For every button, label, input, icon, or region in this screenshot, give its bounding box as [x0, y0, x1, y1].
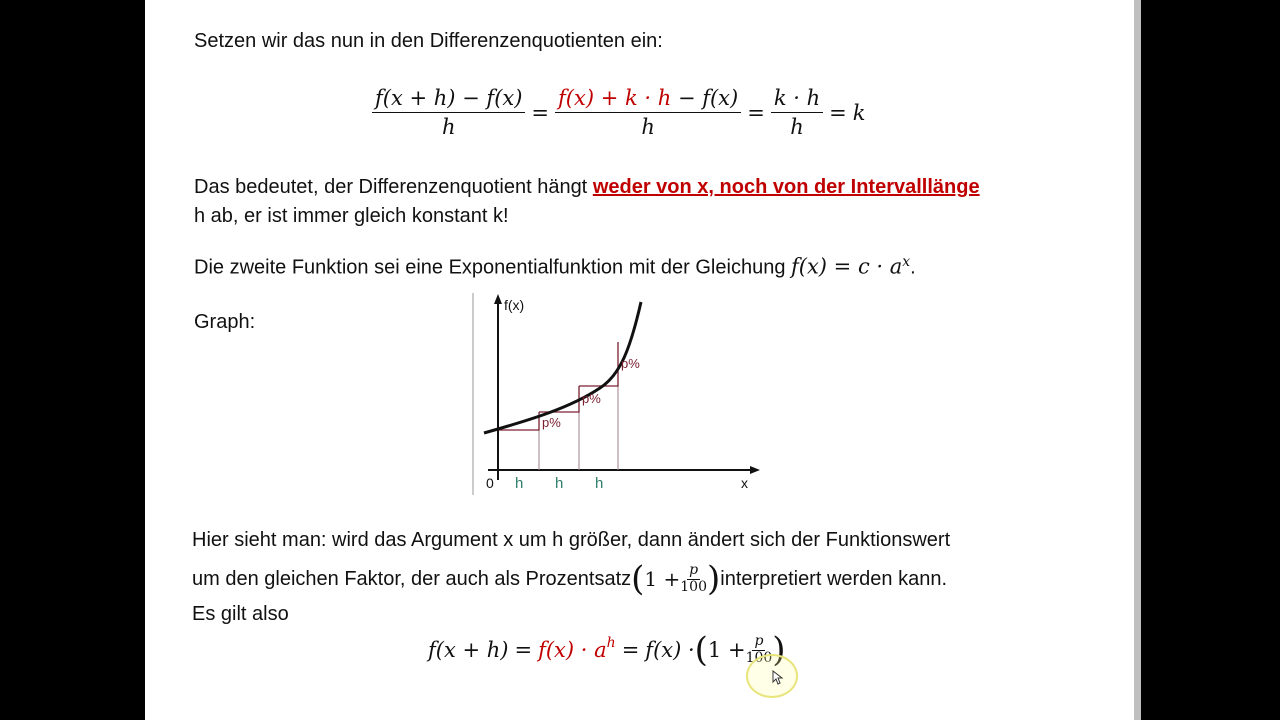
x-axis-arrow [750, 466, 760, 474]
fraction-1 [372, 86, 525, 139]
paren-close: ) [706, 559, 721, 599]
exponential-curve [484, 302, 641, 433]
paragraph-3-line-1: Hier sieht man: wird das Argument x um h größer, dann ändert sich der Funktionswert [192, 529, 951, 551]
equation-2-rhs: f(x) · [645, 638, 695, 662]
equation-2-red-exponent: h [606, 635, 616, 651]
exponential-formula-exponent: x [902, 254, 911, 270]
paren-open: ( [694, 630, 708, 670]
highlighted-phrase: weder von x, noch von der Intervalllänge [592, 176, 980, 198]
paragraph-2 [194, 249, 916, 281]
paragraph-3-line-2 [192, 559, 948, 599]
percent-fraction-numerator: p [689, 562, 699, 578]
fraction-2-numerator-rest: − f(x) [671, 86, 739, 110]
graph-label: Graph: [194, 311, 256, 333]
paragraph-3-end: interpretiert werden kann. [720, 568, 948, 590]
equation-2-lhs: f(x + h) [428, 638, 509, 662]
paren-open: ( [631, 559, 645, 599]
equals-sign: = [531, 100, 550, 125]
percent-label: p% [542, 415, 561, 430]
one-plus: 1 + [707, 638, 746, 662]
percent-fraction-denominator: 100 [745, 650, 773, 666]
fraction-3-denominator: h [790, 115, 804, 139]
percent-fraction-numerator: p [754, 633, 764, 649]
fraction-3 [771, 86, 823, 139]
h-label: h [555, 475, 564, 492]
exponential-graph [470, 290, 770, 500]
paragraph-3-line-3: Es gilt also [192, 603, 289, 625]
equals-sign: = [829, 100, 847, 125]
origin-label: 0 [486, 475, 494, 491]
x-axis-label: x [741, 475, 748, 491]
equals-sign: = [747, 100, 765, 125]
equals-sign: = [514, 638, 533, 662]
percent-label: p% [582, 391, 601, 406]
one-plus: 1 + [644, 567, 681, 591]
fraction-1-numerator: f(x + h) − f(x) [372, 86, 525, 113]
difference-quotient-equation [372, 86, 865, 139]
y-axis-arrow [494, 294, 502, 304]
fraction-2-numerator [555, 86, 741, 113]
percent-label: p% [621, 356, 640, 371]
growth-factor-equation [428, 630, 786, 670]
paragraph-2-text: Die zweite Funktion sei eine Exponentialfunktion mit der Gleichung [194, 256, 791, 279]
equals-sign: = [621, 638, 640, 662]
h-label: h [515, 475, 524, 492]
percent-fraction [680, 563, 707, 595]
paren-close: ) [772, 630, 786, 670]
scrollbar[interactable] [1134, 0, 1141, 720]
percent-fraction-denominator: 100 [680, 579, 707, 595]
fraction-1-denominator: h [441, 115, 456, 139]
fraction-3-numerator: k · h [771, 86, 823, 113]
mouse-pointer-icon [772, 670, 784, 686]
paragraph-1-line-2: h ab, er ist immer gleich konstant k! [194, 205, 509, 227]
y-axis-label: f(x) [504, 297, 525, 313]
fraction-2 [555, 86, 741, 139]
equation-2-red-term: f(x) · a [538, 638, 607, 662]
exponential-formula: f(x) = c · a [791, 254, 903, 279]
paragraph-1-line-1 [194, 174, 980, 200]
h-label: h [595, 475, 604, 492]
paragraph-1-lead: Das bedeutet, der Differenzenquotient hängt [194, 176, 593, 198]
intro-text: Setzen wir das nun in den Differenzenquotienten ein: [194, 30, 663, 52]
equation-result: k [852, 100, 866, 125]
fraction-2-denominator: h [641, 115, 655, 139]
fraction-2-numerator-highlight: f(x) + k · h [558, 86, 672, 110]
paragraph-3-lead: um den gleichen Faktor, der auch als Prozentsatz [192, 568, 632, 590]
paragraph-2-end: . [910, 256, 916, 279]
